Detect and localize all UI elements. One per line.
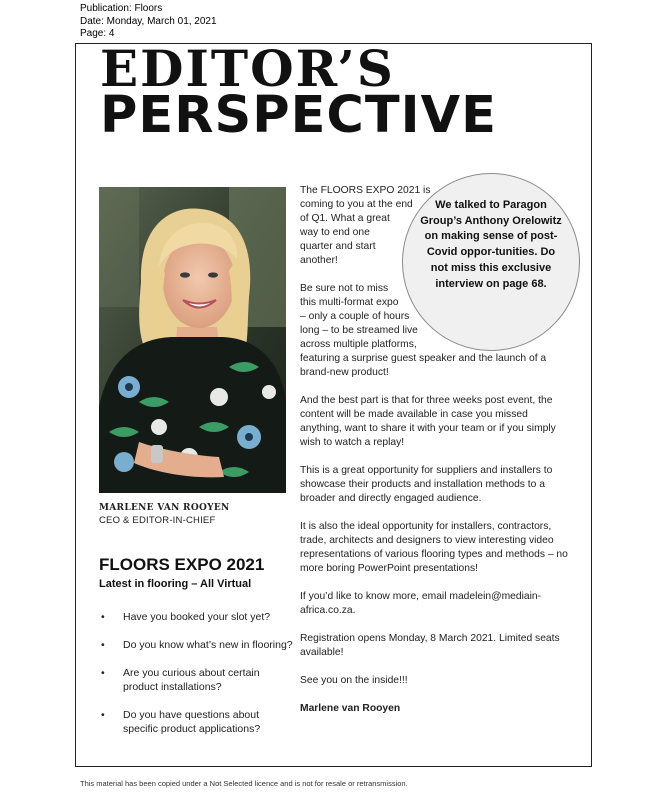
caption-role: CEO & EDITOR-IN-CHIEF bbox=[99, 515, 216, 526]
article-paragraph: Registration opens Monday, 8 March 2021. Limited seats available! bbox=[300, 633, 560, 658]
list-item: • Have you booked your slot yet? bbox=[101, 611, 271, 623]
bullet-icon: • bbox=[101, 667, 105, 679]
caption-name: MARLENE VAN ROOYEN bbox=[99, 503, 230, 513]
portrait-illustration bbox=[99, 187, 286, 493]
list-item: • Do you know what’s new in flooring? bbox=[101, 639, 293, 651]
bullet-icon: • bbox=[101, 639, 105, 651]
title-editors: EDITOR’S bbox=[100, 39, 395, 98]
callout-wrap-space bbox=[398, 184, 572, 352]
editor-photo bbox=[99, 187, 286, 493]
expo-title: FLOORS EXPO 2021 bbox=[99, 555, 265, 574]
article-paragraph: And the best part is that for three weeks post event, the content will be made available in case you missed anything, want to share it with your team or if you simply wish to watch a replay! bbox=[300, 395, 556, 448]
list-item: • Do you have questions about specific product applications? bbox=[101, 709, 261, 735]
bullet-icon: • bbox=[101, 611, 105, 623]
list-item: • Are you curious about certain product installations? bbox=[101, 667, 260, 693]
publication-name: Publication: Floors bbox=[80, 3, 163, 14]
expo-question-list bbox=[99, 610, 294, 750]
page-number: Page: 4 bbox=[80, 28, 115, 39]
article-paragraph: It is also the ideal opportunity for installers, contractors, trade, architects and designers to view interesting video representations of various flooring types and methods – no more boring PowerPoint presentations! bbox=[300, 521, 568, 574]
copyright-notice: This material has been copied under a Not Selected licence and is not for resale or retransmission. bbox=[80, 779, 408, 788]
article-body bbox=[300, 184, 572, 730]
callout-text: We talked to Paragon Group’s Anthony Orelowitz on making sense of post-Covid oppor-tunities. Do not miss this exclusive interview on page 68. bbox=[420, 199, 562, 290]
publication-meta bbox=[80, 3, 217, 41]
expo-subtitle: Latest in flooring – All Virtual bbox=[99, 578, 252, 590]
article-paragraph: The FLOORS EXPO 2021 is coming to you at the end of Q1. What a great way to end one quarter and start another! bbox=[300, 185, 431, 266]
article-paragraph: This is a great opportunity for suppliers and installers to showcase their products and installation methods to a broader and directly engaged audience. bbox=[300, 465, 553, 504]
title-perspective: PERSPECTIVE bbox=[100, 86, 497, 145]
article-paragraph: Be sure not to miss this multi-format expo – only a couple of hours long – to be streamed live across multiple platforms, featuring a surprise guest speaker and the launch of a brand-new product! bbox=[300, 283, 547, 378]
article-paragraph: If you’d like to know more, email madelein@mediain-africa.co.za. bbox=[300, 591, 542, 616]
bullet-icon: • bbox=[101, 709, 105, 721]
article-paragraph: See you on the inside!!! bbox=[300, 675, 408, 686]
publication-date: Date: Monday, March 01, 2021 bbox=[80, 15, 217, 27]
signature: Marlene van Rooyen bbox=[300, 703, 401, 714]
